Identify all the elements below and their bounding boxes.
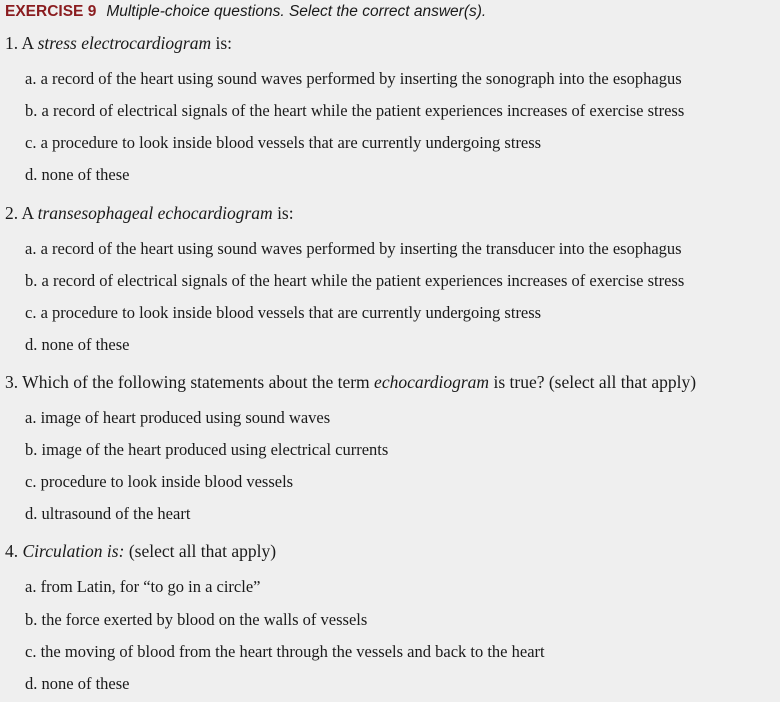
prompt-segment: is true? (select all that apply) — [489, 372, 697, 392]
prompt-segment: stress electrocardiogram — [37, 33, 212, 53]
answer-option[interactable]: d. none of these — [25, 335, 130, 354]
answer-option[interactable]: a. from Latin, for “to go in a circle” — [25, 577, 261, 596]
exercise-label: EXERCISE 9 — [5, 3, 97, 20]
answer-option[interactable]: b. image of the heart produced using electrical currents — [25, 440, 389, 459]
question-prompt — [5, 33, 232, 54]
answer-option[interactable]: a. a record of the heart using sound waves performed by inserting the transducer into the esophagus — [25, 239, 682, 258]
answer-option[interactable]: b. a record of electrical signals of the heart while the patient experiences increases of exercise stress — [25, 101, 685, 120]
question-prompt — [5, 541, 276, 562]
answer-option[interactable]: b. a record of electrical signals of the heart while the patient experiences increases of exercise stress — [25, 271, 685, 290]
prompt-segment: 1. A — [5, 33, 38, 53]
prompt-segment: Circulation is: — [22, 541, 125, 561]
prompt-segment: (select all that apply) — [124, 541, 277, 561]
exercise-heading — [5, 3, 486, 21]
exercise-instructions: Multiple-choice questions. Select the correct answer(s). — [106, 3, 487, 20]
prompt-segment: is: — [272, 203, 294, 223]
answer-option[interactable]: a. a record of the heart using sound waves performed by inserting the sonograph into the esophagus — [25, 69, 682, 88]
prompt-segment: 4. — [5, 541, 23, 561]
answer-option[interactable]: d. none of these — [25, 165, 130, 184]
question-prompt — [5, 372, 696, 393]
prompt-segment: transesophageal echocardiogram — [37, 203, 273, 223]
question-prompt — [5, 203, 294, 224]
answer-option[interactable]: c. a procedure to look inside blood vessels that are currently undergoing stress — [25, 133, 542, 152]
answer-option[interactable]: d. none of these — [25, 674, 130, 693]
answer-option[interactable]: c. a procedure to look inside blood vessels that are currently undergoing stress — [25, 303, 542, 322]
answer-option[interactable]: c. procedure to look inside blood vessels — [25, 472, 294, 491]
answer-option[interactable]: c. the moving of blood from the heart through the vessels and back to the heart — [25, 642, 545, 661]
prompt-segment: 2. A — [5, 203, 38, 223]
answer-option[interactable]: a. image of heart produced using sound waves — [25, 408, 331, 427]
prompt-segment: echocardiogram — [374, 372, 490, 392]
prompt-segment: 3. Which of the following statements about the term — [5, 372, 375, 392]
prompt-segment: is: — [211, 33, 233, 53]
answer-option[interactable]: d. ultrasound of the heart — [25, 504, 191, 523]
answer-option[interactable]: b. the force exerted by blood on the walls of vessels — [25, 610, 368, 629]
